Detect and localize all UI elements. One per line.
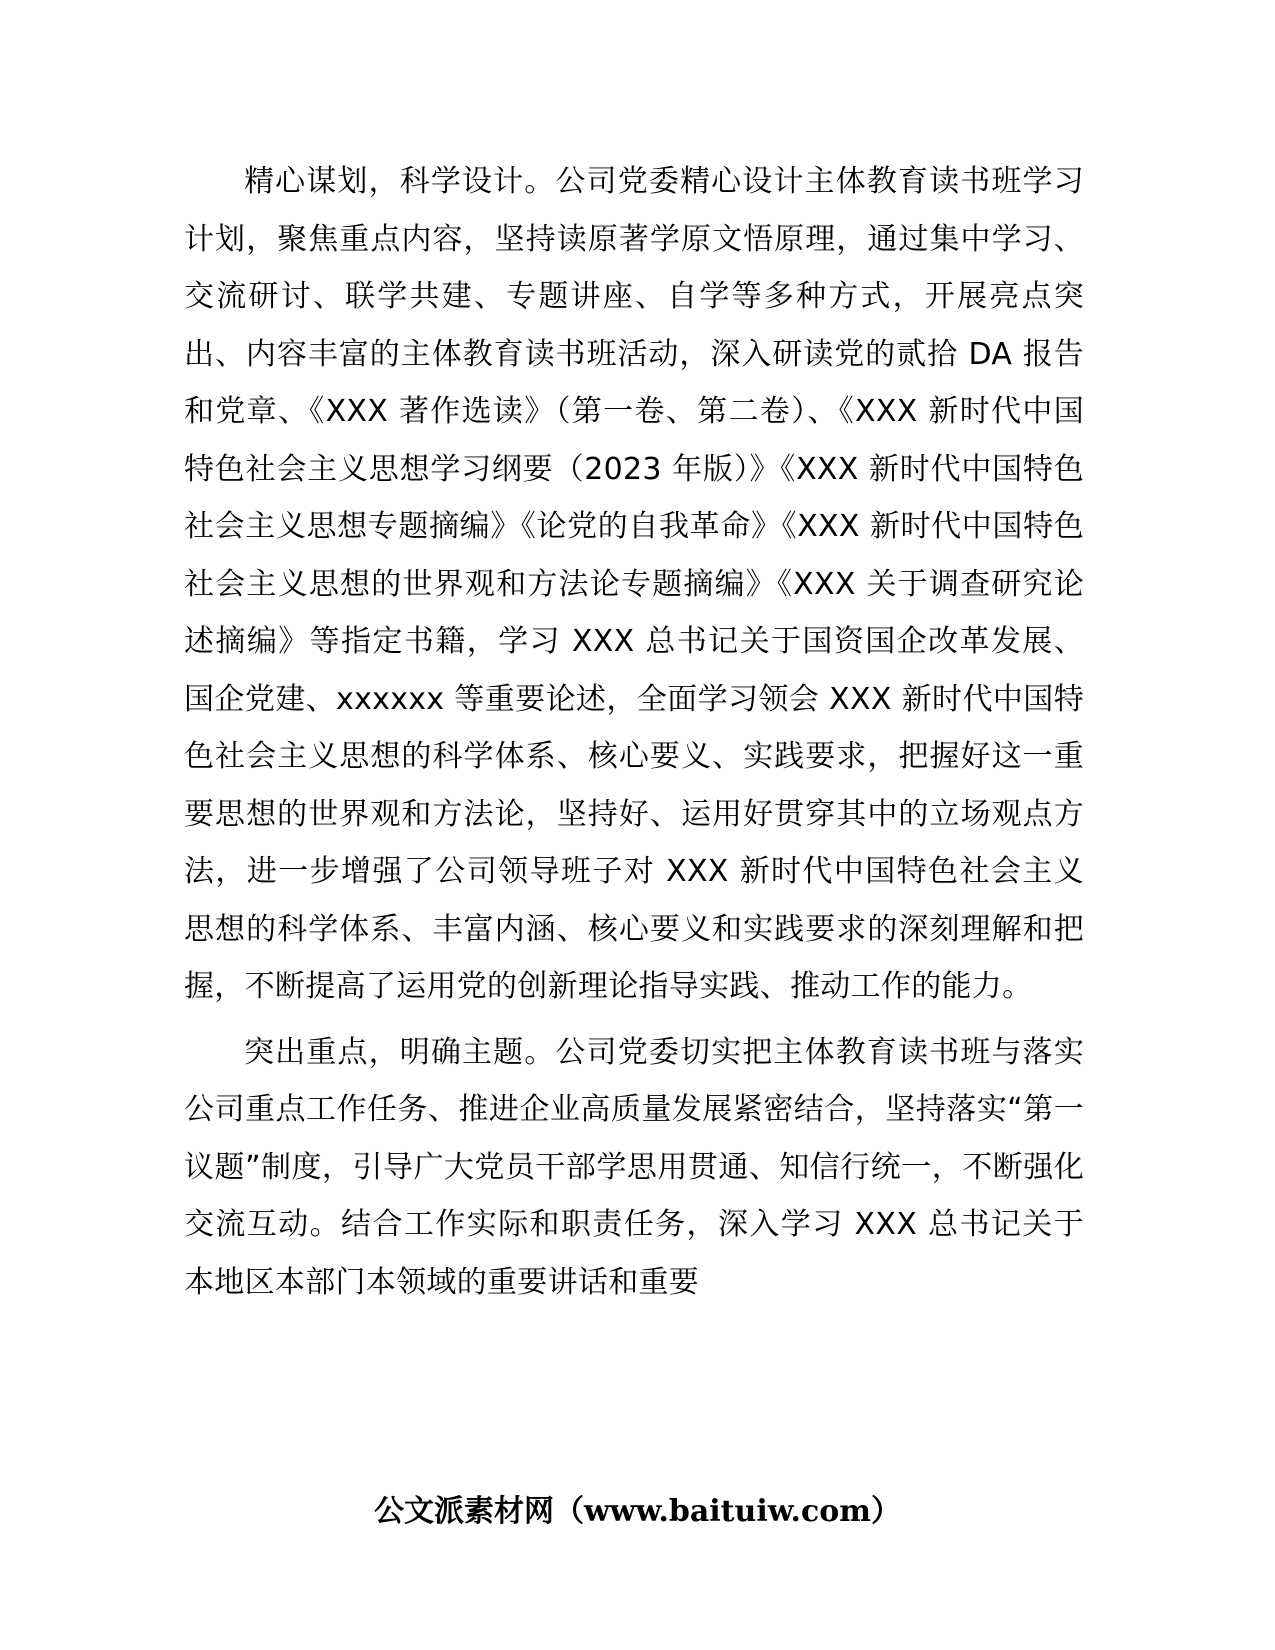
document-body (184, 153, 1084, 1311)
paragraph-planning: 精心谋划，科学设计。公司党委精心设计主体教育读书班学习计划，聚焦重点内容，坚持读原著学原文悟原理，通过集中学习、交流研讨、联学共建、专题讲座、自学等多种方式，开展亮点突出、内容丰富的主体教育读书班活动，深入研读党的贰拾 DA 报告和党章、《XXX 著作选读》（第一卷、第二卷）、《XXX 新时代中国特色社会主义思想学习纲要（2023 年版）》《XXX 新时代中国特色社会主义思想专题摘编》《论党的自我革命》《XXX 新时代中国特色社会主义思想的世界观和方法论专题摘编》《XXX 关于调查研究论述摘编》等指定书籍，学习 XXX 总书记关于国资国企改革发展、国企党建、xxxxxx 等重要论述，全面学习领会 XXX 新时代中国特色社会主义思想的科学体系、核心要义、实践要求，把握好这一重要思想的世界观和方法论，坚持好、运用好贯穿其中的立场观点方法，进一步增强了公司领导班子对 XXX 新时代中国特色社会主义思想的科学体系、丰富内涵、核心要义和实践要求的深刻理解和把握，不断提高了运用党的创新理论指导实践、推动工作的能力。 (184, 164, 1084, 1004)
paragraph-focus: 突出重点，明确主题。公司党委切实把主体教育读书班与落实公司重点工作任务、推进企业高质量发展紧密结合，坚持落实“第一议题”制度，引导广大党员干部学思用贯通、知信行统一，不断强化交流互动。结合工作实际和职责任务，深入学习 XXX 总书记关于本地区本部门本领域的重要讲话和重要 (184, 1034, 1084, 1300)
footer-watermark: 公文派素材网（www.baituiw.com） (373, 1494, 902, 1529)
